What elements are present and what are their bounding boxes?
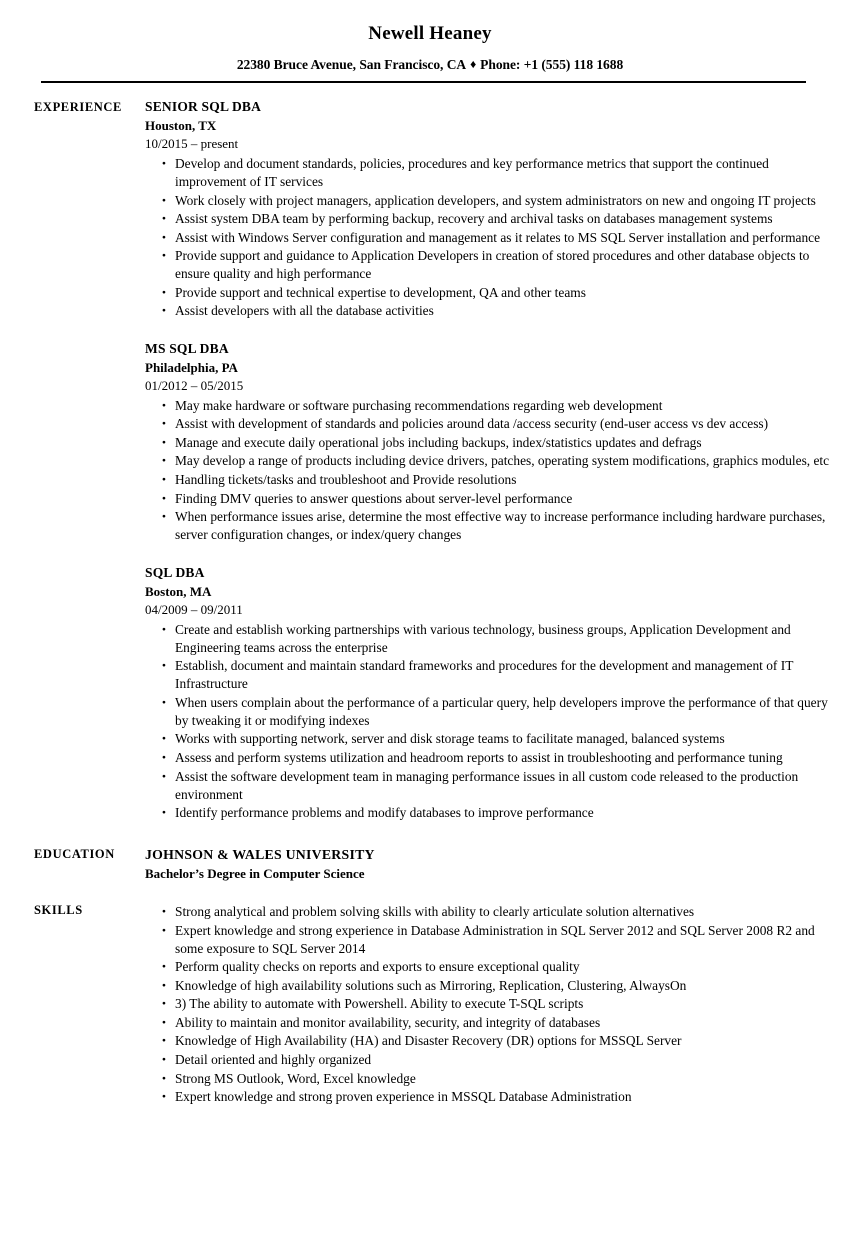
contact-address: 22380 Bruce Avenue, San Francisco, CA — [236, 56, 467, 72]
contact-line — [0, 57, 860, 73]
education-school: JOHNSON & WALES UNIVERSITY — [145, 847, 375, 863]
education-degree: Bachelor’s Degree in Computer Science — [145, 866, 365, 882]
skills-body — [145, 901, 860, 1106]
list-item: ● Provide support and guidance to Application Developers in creation of stored procedures and other database objects to ensure quality and high performance — [145, 247, 842, 283]
experience-entry — [145, 565, 842, 822]
list-item: ● Strong MS Outlook, Word, Excel knowledge — [145, 1070, 842, 1088]
list-item: ● Assess and perform systems utilization and headroom reports to assist in troubleshooting and performance tuning — [145, 749, 842, 767]
list-item: ● Strong analytical and problem solving skills with ability to clearly articulate solution alternatives — [145, 903, 842, 921]
list-item: ● Detail oriented and highly organized — [145, 1051, 842, 1069]
education-section — [0, 846, 860, 883]
section-label-education: EDUCATION — [34, 847, 115, 862]
candidate-name: Newell Heaney — [368, 23, 492, 44]
list-item: ● Assist with development of standards and policies around data /access security (end-user access vs dev access) — [145, 415, 842, 433]
job-responsibilities — [145, 397, 842, 544]
list-item: ● When performance issues arise, determine the most effective way to increase performance including hardware purchases, server configuration changes, or index/query changes — [145, 508, 842, 544]
job-dates: 01/2012 – 05/2015 — [145, 377, 244, 393]
job-title: SENIOR SQL DBA — [145, 99, 262, 115]
list-item: ● May make hardware or software purchasing recommendations regarding web development — [145, 397, 842, 415]
experience-entry — [145, 341, 842, 544]
section-label-skills: SKILLS — [34, 903, 83, 918]
job-location: Philadelphia, PA — [145, 360, 238, 376]
list-item: ● Provide support and technical expertise to development, QA and other teams — [145, 284, 842, 302]
job-dates: 10/2015 – present — [145, 136, 239, 152]
education-body — [145, 846, 860, 883]
list-item: ● Handling tickets/tasks and troubleshoot and Provide resolutions — [145, 471, 842, 489]
skills-section — [0, 901, 860, 1106]
resume-header — [0, 0, 860, 83]
experience-body — [145, 99, 860, 822]
job-responsibilities — [145, 155, 842, 320]
contact-phone: Phone: +1 (555) 118 1688 — [480, 56, 624, 72]
list-item: ● 3) The ability to automate with Powershell. Ability to execute T-SQL scripts — [145, 995, 842, 1013]
job-location: Boston, MA — [145, 584, 212, 599]
list-item: ● Assist developers with all the database activities — [145, 302, 842, 320]
list-item: ● Expert knowledge and strong experience in Database Administration in SQL Server 2012 and SQL Server 2008 R2 and some exposure to SQL Server 2014 — [145, 922, 842, 958]
list-item: ● Assist with Windows Server configuration and management as it relates to MS SQL Server installation and performance — [145, 229, 842, 247]
list-item: ● Establish, document and maintain standard frameworks and procedures for the development and management of IT Infrastructure — [145, 657, 842, 693]
list-item: ● Knowledge of High Availability (HA) and Disaster Recovery (DR) options for MSSQL Server — [145, 1032, 842, 1050]
list-item: ● Works with supporting network, server and disk storage teams to facilitate managed, balanced systems — [145, 730, 842, 748]
job-title: MS SQL DBA — [145, 341, 229, 357]
list-item: ● Identify performance problems and modify databases to improve performance — [145, 804, 842, 822]
list-item: ● Assist system DBA team by performing backup, recovery and archival tasks on databases management systems — [145, 210, 842, 228]
section-label-experience: EXPERIENCE — [34, 100, 122, 115]
list-item: ● Work closely with project managers, application developers, and system administrators on new and ongoing IT projects — [145, 192, 842, 210]
header-divider — [41, 81, 806, 83]
diamond-separator-icon: ♦ — [470, 56, 477, 71]
job-dates: 04/2009 – 09/2011 — [145, 601, 243, 617]
list-item: ● When users complain about the performance of a particular query, help developers improve the performance of that query by tweaking it or modifying indexes — [145, 694, 842, 730]
list-item: ● May develop a range of products including device drivers, patches, operating system modifications, graphics modules, etc — [145, 452, 842, 470]
list-item: ● Manage and execute daily operational jobs including backups, index/statistics updates and defrags — [145, 434, 842, 452]
job-title: SQL DBA — [145, 565, 205, 581]
list-item: ● Create and establish working partnerships with various technology, business groups, Application Development and Engineering teams across the enterprise — [145, 621, 842, 657]
list-item: ● Ability to maintain and monitor availability, security, and integrity of databases — [145, 1014, 842, 1032]
education-entry — [145, 846, 842, 883]
experience-entry — [145, 99, 842, 320]
list-item: ● Finding DMV queries to answer questions about server-level performance — [145, 490, 842, 508]
job-responsibilities — [145, 621, 842, 822]
list-item: ● Develop and document standards, policies, procedures and key performance metrics that support the continued improvement of IT services — [145, 155, 842, 191]
list-item: ● Assist the software development team in managing performance issues in all custom code released to the production environment — [145, 768, 842, 804]
skills-list — [145, 903, 842, 1106]
list-item: ● Perform quality checks on reports and exports to ensure exceptional quality — [145, 958, 842, 976]
experience-section — [0, 99, 860, 822]
job-location: Houston, TX — [145, 118, 217, 134]
list-item: ● Expert knowledge and strong proven experience in MSSQL Database Administration — [145, 1088, 842, 1106]
list-item: ● Knowledge of high availability solutions such as Mirroring, Replication, Clustering, AlwaysOn — [145, 977, 842, 995]
